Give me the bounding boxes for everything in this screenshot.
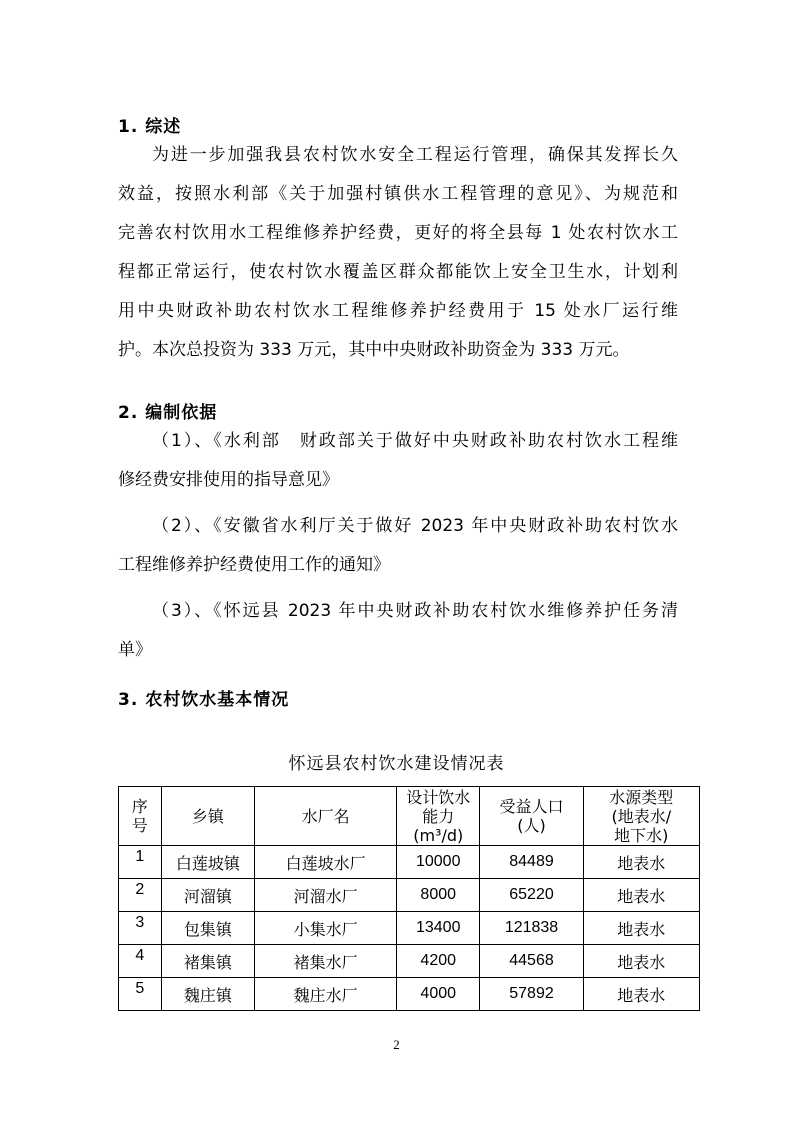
header-seq: 序 号 xyxy=(119,787,162,846)
cell-capacity: 4200 xyxy=(397,945,480,978)
water-supply-table xyxy=(118,786,700,1011)
section-2-item-1 xyxy=(118,422,678,500)
cell-population: 84489 xyxy=(480,846,583,879)
cell-source: 地表水 xyxy=(583,978,699,1011)
cell-seq: 3 xyxy=(119,912,162,945)
list-item-line: （1）、《水利部 财政部关于做好中央财政补助农村饮水工程维 xyxy=(152,431,678,451)
header-plant: 水厂名 xyxy=(255,787,397,846)
paragraph-line: 完善农村饮用水工程维修养护经费，更好的将全县每 1 处农村饮水工 xyxy=(118,223,678,243)
cell-plant: 魏庄水厂 xyxy=(255,978,397,1011)
cell-town: 包集镇 xyxy=(161,912,255,945)
header-capacity: 设计饮水 能力 (m³/d) xyxy=(397,787,480,846)
list-item-line: （2）、《安徽省水利厅关于做好 2023 年中央财政补助农村饮水 xyxy=(152,516,678,536)
cell-seq: 4 xyxy=(119,945,162,978)
header-population: 受益人口 (人) xyxy=(480,787,583,846)
cell-town: 白莲坡镇 xyxy=(161,846,255,879)
cell-plant: 白莲坡水厂 xyxy=(255,846,397,879)
section-3-heading: 3. 农村饮水基本情况 xyxy=(118,690,290,710)
paragraph-line: 效益，按照水利部《关于加强村镇供水工程管理的意见》、为规范和 xyxy=(118,184,678,204)
list-item-line: 单》 xyxy=(118,640,152,660)
paragraph-line: 为进一步加强我县农村饮水安全工程运行管理，确保其发挥长久 xyxy=(152,145,678,165)
table-header-row xyxy=(119,787,700,846)
cell-town: 河溜镇 xyxy=(161,879,255,912)
table-row xyxy=(119,945,700,978)
list-item-line: 工程维修养护经费使用工作的通知》 xyxy=(118,555,390,575)
cell-population: 121838 xyxy=(480,912,583,945)
cell-plant: 河溜水厂 xyxy=(255,879,397,912)
section-2-item-3 xyxy=(118,592,678,670)
cell-source: 地表水 xyxy=(583,879,699,912)
cell-town: 魏庄镇 xyxy=(161,978,255,1011)
cell-plant: 褚集水厂 xyxy=(255,945,397,978)
paragraph-line: 用中央财政补助农村饮水工程维修养护经费用于 15 处水厂运行维 xyxy=(118,301,678,321)
cell-source: 地表水 xyxy=(583,846,699,879)
cell-population: 57892 xyxy=(480,978,583,1011)
cell-capacity: 8000 xyxy=(397,879,480,912)
paragraph-line: 程都正常运行，使农村饮水覆盖区群众都能饮上安全卫生水，计划利 xyxy=(118,262,678,282)
cell-plant: 小集水厂 xyxy=(255,912,397,945)
section-2-heading: 2. 编制依据 xyxy=(118,403,218,423)
header-town: 乡镇 xyxy=(161,787,255,846)
section-2-item-2 xyxy=(118,507,678,585)
table-row xyxy=(119,912,700,945)
section-1-heading: 1. 综述 xyxy=(118,117,182,137)
cell-seq: 2 xyxy=(119,879,162,912)
cell-town: 褚集镇 xyxy=(161,945,255,978)
table-caption: 怀远县农村饮水建设情况表 xyxy=(288,754,505,774)
page-number: 2 xyxy=(393,1037,400,1052)
table-row xyxy=(119,879,700,912)
cell-seq: 5 xyxy=(119,978,162,1011)
table-row xyxy=(119,846,700,879)
cell-capacity: 10000 xyxy=(397,846,480,879)
paragraph-line: 护。本次总投资为 333 万元，其中中央财政补助资金为 333 万元。 xyxy=(118,340,630,360)
cell-source: 地表水 xyxy=(583,945,699,978)
section-1-paragraph xyxy=(118,136,678,370)
list-item-line: （3）、《怀远县 2023 年中央财政补助农村饮水维修养护任务清 xyxy=(152,601,678,621)
table-row xyxy=(119,978,700,1011)
cell-capacity: 4000 xyxy=(397,978,480,1011)
cell-source: 地表水 xyxy=(583,912,699,945)
cell-capacity: 13400 xyxy=(397,912,480,945)
cell-seq: 1 xyxy=(119,846,162,879)
header-source: 水源类型 (地表水/ 地下水) xyxy=(583,787,699,846)
list-item-line: 修经费安排使用的指导意见》 xyxy=(118,470,339,490)
cell-population: 65220 xyxy=(480,879,583,912)
cell-population: 44568 xyxy=(480,945,583,978)
